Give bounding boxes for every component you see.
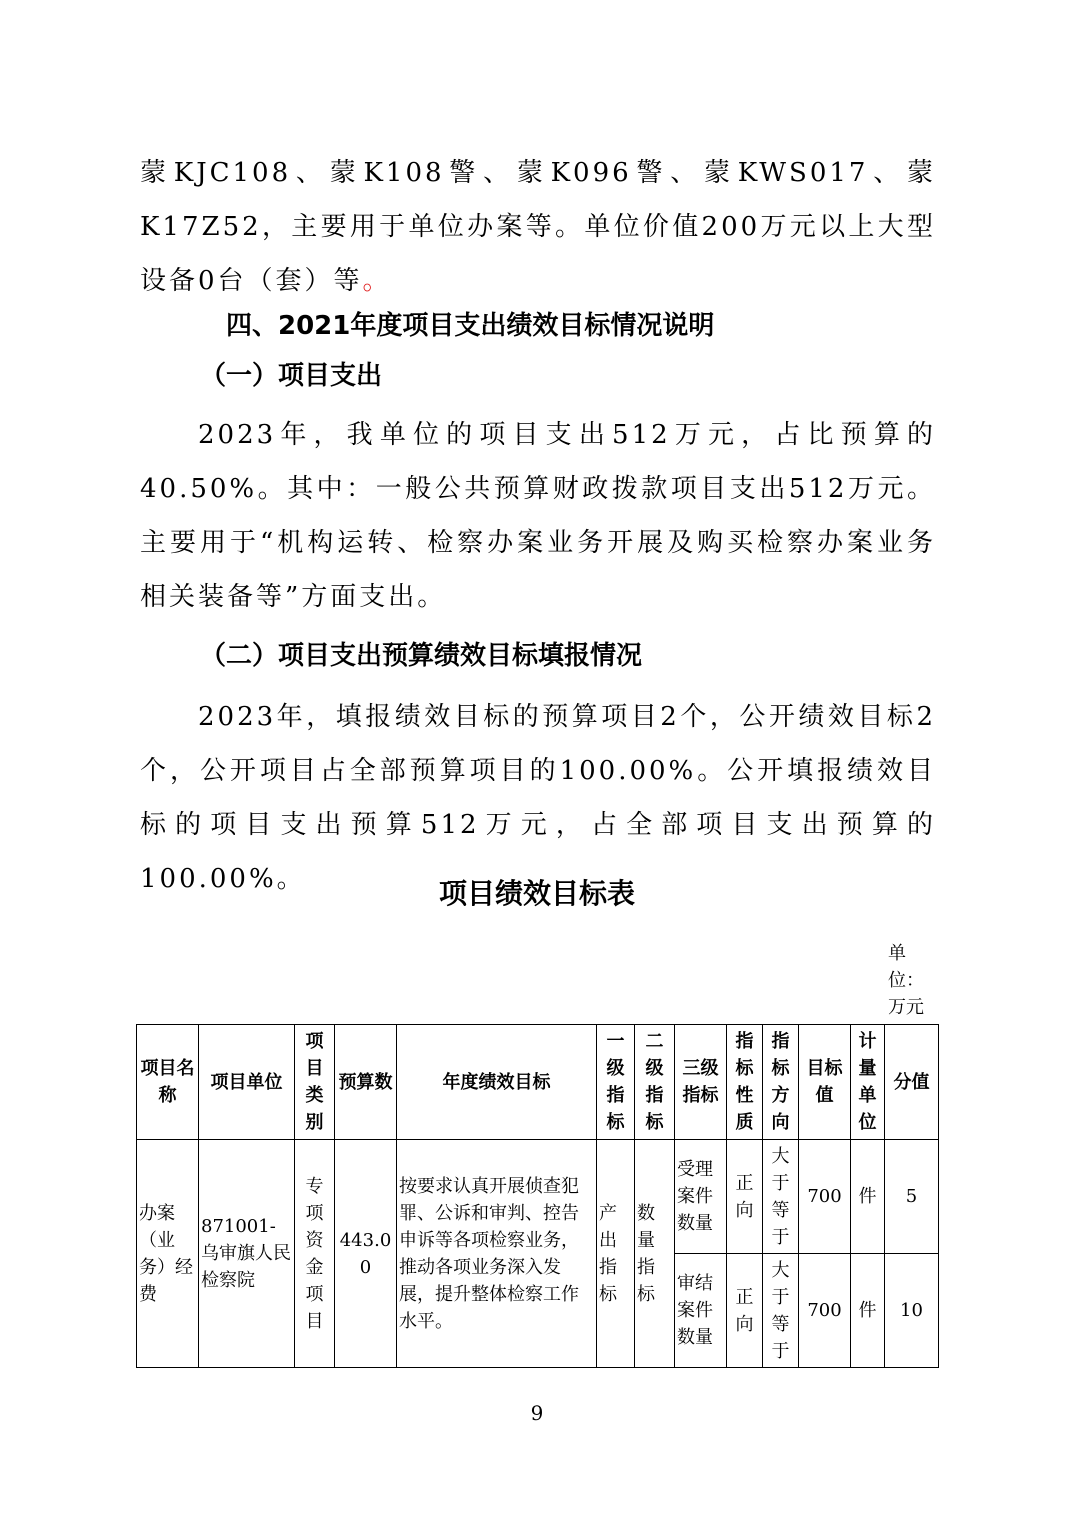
header-level2-indicator: 二级指标 bbox=[635, 1025, 675, 1140]
header-budget: 预算数 bbox=[335, 1025, 397, 1140]
subheading-performance-goals: （二）项目支出预算绩效目标填报情况 bbox=[200, 641, 643, 671]
paragraph-performance-goals: 2023年，填报绩效目标的预算项目2个，公开绩效目标2个，公开项目占全部预算项目的100.00%。公开填报绩效目标的项目支出预算512万元，占全部项目支出预算的100.00%。 bbox=[140, 702, 936, 894]
cell-project-name: 办案（业务）经费 bbox=[137, 1140, 199, 1368]
section-heading-4: 四、2021年度项目支出绩效目标情况说明 bbox=[226, 311, 715, 341]
cell-project-unit: 871001-乌审旗人民检察院 bbox=[199, 1140, 295, 1368]
paragraph-vehicles bbox=[140, 146, 936, 308]
cell-indicator-direction: 大于等于 bbox=[763, 1140, 799, 1254]
cell-level3-indicator: 审结案件数量 bbox=[675, 1254, 727, 1368]
cell-indicator-nature: 正向 bbox=[727, 1254, 763, 1368]
cell-level1-indicator: 产出指标 bbox=[597, 1140, 635, 1368]
header-project-category: 项目类别 bbox=[295, 1025, 335, 1140]
cell-target-value: 700 bbox=[799, 1254, 851, 1368]
table-row bbox=[137, 1140, 939, 1254]
cell-annual-goal: 按要求认真开展侦查犯罪、公诉和审判、控告申诉等各项检察业务，推动各项业务深入发展，提升整体检察工作水平。 bbox=[397, 1140, 597, 1368]
paragraph-vehicles-text: 蒙KJC108、蒙K108警、蒙K096警、蒙KWS017、蒙K17Z52，主要用于单位办案等。单位价值200万元以上大型设备0台（套）等 bbox=[140, 158, 936, 296]
cell-level3-indicator: 受理案件数量 bbox=[675, 1140, 727, 1254]
cell-indicator-nature: 正向 bbox=[727, 1140, 763, 1254]
header-measure-unit: 计量单位 bbox=[851, 1025, 885, 1140]
header-score: 分值 bbox=[885, 1025, 939, 1140]
table-header-row bbox=[137, 1025, 939, 1140]
header-target-value: 目标值 bbox=[799, 1025, 851, 1140]
cell-measure-unit: 件 bbox=[851, 1140, 885, 1254]
cell-score: 5 bbox=[885, 1140, 939, 1254]
header-project-unit: 项目单位 bbox=[199, 1025, 295, 1140]
cell-score: 10 bbox=[885, 1254, 939, 1368]
header-annual-goal: 年度绩效目标 bbox=[397, 1025, 597, 1140]
header-level1-indicator: 一级指标 bbox=[597, 1025, 635, 1140]
table-title: 项目绩效目标表 bbox=[438, 877, 635, 910]
subheading-project-expenditure: （一）项目支出 bbox=[200, 361, 383, 391]
cell-measure-unit: 件 bbox=[851, 1254, 885, 1368]
cell-budget: 443.00 bbox=[335, 1140, 397, 1368]
header-indicator-direction: 指标方向 bbox=[763, 1025, 799, 1140]
header-indicator-nature: 指标性质 bbox=[727, 1025, 763, 1140]
cell-level2-indicator: 数量指标 bbox=[635, 1140, 675, 1368]
paragraph-project-expenditure: 2023年，我单位的项目支出512万元，占比预算的40.50%。其中：一般公共预算财政拨款项目支出512万元。主要用于“机构运转、检察办案业务开展及购买检察办案业务相关装备等”方面支出。 bbox=[140, 420, 936, 612]
cell-target-value: 700 bbox=[799, 1140, 851, 1254]
table-unit-label: 单位：万元 bbox=[888, 943, 924, 1018]
cell-project-category: 专项资金项目 bbox=[295, 1140, 335, 1368]
page-number: 9 bbox=[530, 1401, 544, 1425]
cell-indicator-direction: 大于等于 bbox=[763, 1254, 799, 1368]
header-level3-indicator: 三级指标 bbox=[675, 1025, 727, 1140]
header-project-name: 项目名称 bbox=[137, 1025, 199, 1140]
paragraph-vehicles-end: 。 bbox=[362, 266, 392, 296]
performance-table bbox=[136, 1024, 939, 1368]
